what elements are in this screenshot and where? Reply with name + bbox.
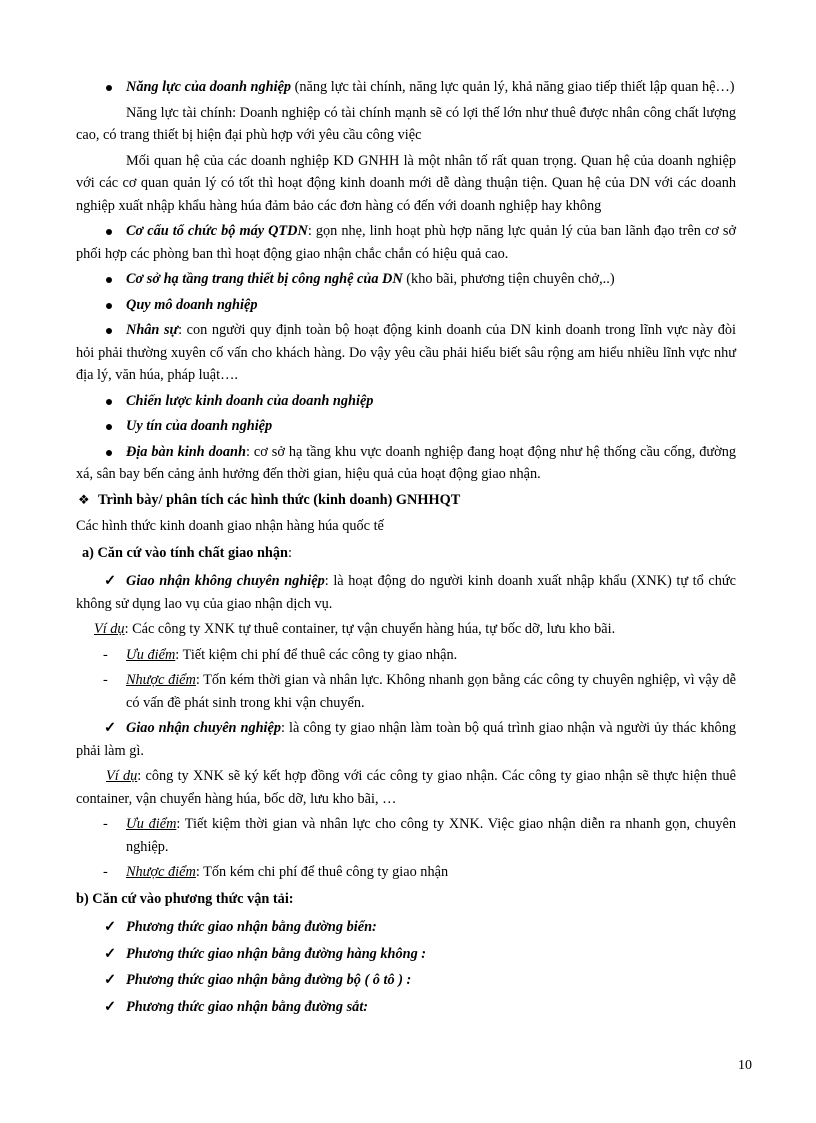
bullet-dot-icon	[106, 85, 112, 91]
transport-item: ✓ Phương thức giao nhận bằng đường bộ ( ô tô ) :	[76, 969, 736, 992]
bullet-paragraph: Cơ cấu tổ chức bộ máy QTDN: gọn nhẹ, linh hoạt phù hợp năng lực quản lý của ban lãnh đạo trên cơ sở phối hợp các phòng ban thì hoạt động giao nhận chắc chắn có hiệu quả cao.	[76, 223, 737, 262]
example-paragraph: Ví dụ: Các công ty XNK tự thuê container, tự vận chuyển hàng húa, tự bốc dỡ, lưu kho bãi.	[94, 621, 616, 637]
example-paragraph: Ví dụ: công ty XNK sẽ ký kết hợp đồng với các công ty giao nhận. Các công ty giao nhận sẽ thực hiện thuê container, vận chuyển hàng húa, bốc dỡ, lưu kho bãi, …	[76, 768, 736, 807]
check-paragraph: ✓ Giao nhận không chuyên nghiệp: là hoạt động do người kinh doanh xuất nhập khẩu (XNK) tự tổ chức không sử dụng lao vụ của giao nhận dịch vụ.	[76, 570, 736, 615]
checkmark-icon: ✓	[104, 919, 116, 935]
paragraph: Các hình thức kinh doanh giao nhận hàng húa quốc tế	[76, 518, 384, 534]
bullet-paragraph: Nhân sự: con người quy định toàn bộ hoạt động kinh doanh của DN kinh doanh trong lĩnh vực này đòi hỏi phải thường xuyên cố vấn cho khách hàng. Do vậy yêu cầu phải hiểu biết sâu rộng am hiểu nhiều lĩnh vực như địa lý, văn húa, pháp luật….	[76, 322, 736, 383]
document-page	[76, 76, 736, 1022]
checkmark-icon: ✓	[104, 945, 116, 962]
bullet-dot-icon	[106, 424, 112, 430]
dash-item: - Nhược điểm: Tốn kém thời gian và nhân lực. Không nhanh gọn bằng các công ty chuyên nghiệp, vì vậy dễ có vấn đề phát sinh trong khi vận chuyển.	[103, 672, 736, 711]
dash-item: - Nhược điểm: Tốn kém chi phí để thuê công ty giao nhận	[103, 864, 449, 880]
bullet-paragraph: Địa bàn kinh doanh: cơ sở hạ tầng khu vực doanh nghiệp đang hoạt động như hệ thống cầu cống, đường xá, sân bay bến cảng ảnh hưởng đến thời gian, hiệu quả của hoạt động giao nhận.	[76, 443, 736, 482]
bullet-paragraph: Uy tín của doanh nghiệp	[76, 415, 736, 438]
diamond-bullet-icon: ❖	[78, 491, 90, 507]
bullet-paragraph: Năng lực của doanh nghiệp (năng lực tài chính, năng lực quản lý, khả năng giao tiếp thiết lập quan hệ…)	[76, 76, 736, 99]
bullet-paragraph: Quy mô doanh nghiệp	[76, 294, 736, 317]
paragraph: Mối quan hệ của các doanh nghiệp KD GNHH là một nhân tố rất quan trọng. Quan hệ của doanh nghiệp với các cơ quan quản lý có tốt thì hoạt động kinh doanh mới dễ dàng thuận tiện. Quan hệ của DN với các doanh nghiệp xuất nhập khẩu hàng húa đảm bảo các đơn hàng có đến với doanh nghiệp hay không	[76, 152, 736, 214]
section-heading: ❖ Trình bày/ phân tích các hình thức (kinh doanh) GNHHQT	[76, 489, 736, 512]
transport-item: ✓ Phương thức giao nhận bằng đường hàng không :	[76, 943, 736, 966]
bullet-dot-icon	[106, 328, 112, 334]
bullet-paragraph: Cơ sở hạ tầng trang thiết bị công nghệ của DN (kho bãi, phương tiện chuyên chở,..)	[76, 268, 736, 291]
paragraph: Năng lực tài chính: Doanh nghiệp có tài chính mạnh sẽ có lợi thế lớn như thuê được nhân công chất lượng cao, có trang thiết bị hiện đại phù hợp với yêu cầu công việc	[76, 104, 736, 143]
transport-item: ✓ Phương thức giao nhận bằng đường sắt:	[76, 996, 736, 1019]
bullet-dot-icon	[106, 303, 112, 309]
checkmark-icon: ✓	[104, 998, 116, 1015]
checkmark-icon: ✓	[104, 573, 116, 589]
dash-item: - Ưu điểm: Tiết kiệm thời gian và nhân lực cho công ty XNK. Việc giao nhận diễn ra nhanh gọn, chuyên nghiệp.	[103, 816, 737, 855]
subsection-heading-a: a) Căn cứ vào tính chất giao nhận:	[82, 544, 292, 561]
page-number: 10	[738, 1058, 752, 1073]
transport-item: ✓ Phương thức giao nhận bằng đường biển:	[76, 916, 736, 939]
bullet-dot-icon	[106, 450, 112, 456]
subsection-heading-b: b) Căn cứ vào phương thức vận tải:	[76, 890, 294, 907]
dash-item: - Ưu điểm: Tiết kiệm chi phí để thuê các công ty giao nhận.	[103, 646, 458, 663]
bullet-dot-icon	[106, 277, 112, 283]
bullet-dot-icon	[106, 399, 112, 405]
checkmark-icon: ✓	[104, 720, 116, 736]
bullet-paragraph: Chiến lược kinh doanh của doanh nghiệp	[76, 390, 736, 413]
checkmark-icon: ✓	[104, 972, 116, 988]
check-paragraph: ✓ Giao nhận chuyên nghiệp: là công ty giao nhận làm toàn bộ quá trình giao nhận và người ủy thác không phải làm gì.	[76, 717, 736, 762]
bullet-dot-icon	[106, 229, 112, 235]
